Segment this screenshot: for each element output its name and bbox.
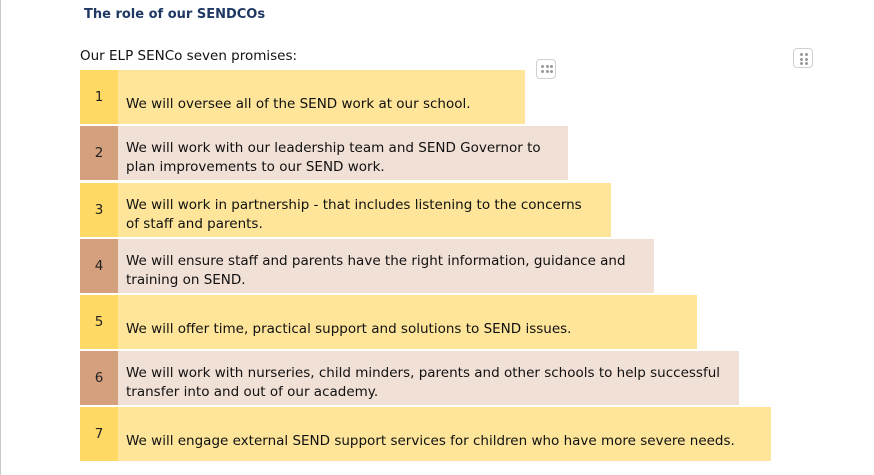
promise-row xyxy=(80,407,771,461)
promise-text: We will ensure staff and parents have the right information, guidance and training on SEND. xyxy=(118,239,654,293)
promise-text: We will work in partnership - that includes listening to the concerns of staff and parents. xyxy=(118,183,611,237)
promise-number: 3 xyxy=(80,183,118,237)
promise-number: 4 xyxy=(80,239,118,293)
promise-number: 6 xyxy=(80,351,118,405)
move-handle-icon[interactable] xyxy=(793,48,813,68)
promise-number: 2 xyxy=(80,126,118,180)
intro-text: Our ELP SENCo seven promises: xyxy=(80,48,298,64)
promise-text: We will engage external SEND support services for children who have more severe needs. xyxy=(118,407,771,461)
promise-row xyxy=(80,126,568,180)
promise-row xyxy=(80,70,525,124)
promise-number: 1 xyxy=(80,70,118,124)
promise-text: We will work with nurseries, child minders, parents and other schools to help successful transfer into and out of our academy. xyxy=(118,351,739,405)
promise-row xyxy=(80,295,697,349)
promise-row xyxy=(80,239,654,293)
page-left-border xyxy=(0,0,1,475)
promise-text: We will work with our leadership team and SEND Governor to plan improvements to our SEND work. xyxy=(118,126,568,180)
promise-number: 5 xyxy=(80,295,118,349)
promise-number: 7 xyxy=(80,407,118,461)
section-heading: The role of our SENDCOs xyxy=(84,7,266,22)
promise-text: We will offer time, practical support and solutions to SEND issues. xyxy=(118,295,697,349)
promise-row xyxy=(80,183,611,237)
drag-handle-icon[interactable] xyxy=(536,59,556,79)
promise-row xyxy=(80,351,739,405)
promise-text: We will oversee all of the SEND work at our school. xyxy=(118,70,525,124)
